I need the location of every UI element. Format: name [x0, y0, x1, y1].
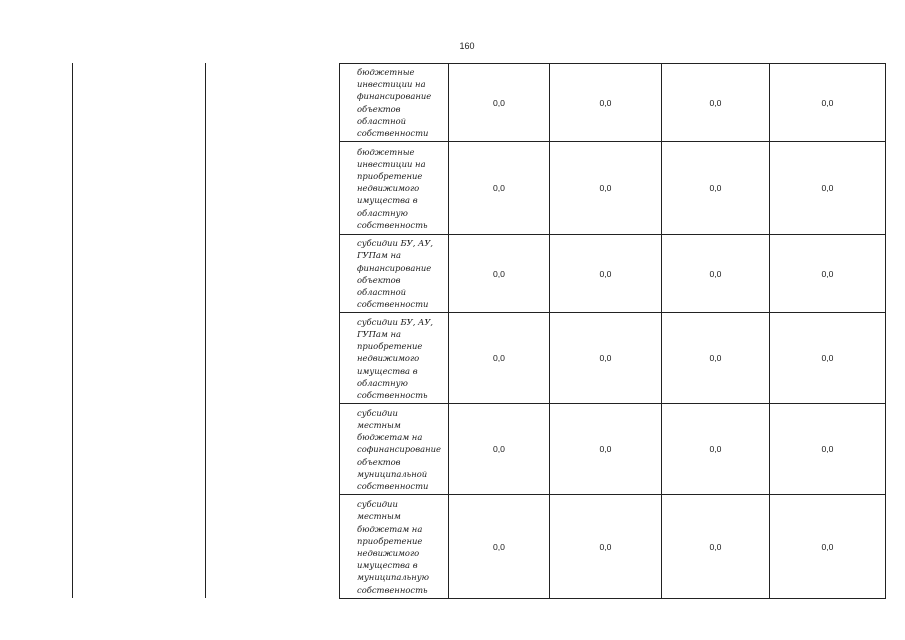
column-divider-middle — [205, 63, 206, 598]
table-row — [340, 313, 886, 404]
row-value: 0,0 — [550, 142, 662, 235]
row-value: 0,0 — [449, 64, 550, 142]
row-value: 0,0 — [449, 142, 550, 235]
table-row — [340, 64, 886, 142]
table-row — [340, 142, 886, 235]
row-value: 0,0 — [550, 64, 662, 142]
page-number: 160 — [459, 41, 475, 51]
row-value: 0,0 — [449, 495, 550, 599]
row-value: 0,0 — [770, 64, 886, 142]
row-value: 0,0 — [770, 313, 886, 404]
row-label: субсидии местным бюджетам на приобретение недвижимого имущества в муниципальную собственность — [340, 495, 449, 599]
table-row — [340, 235, 886, 313]
row-value: 0,0 — [550, 404, 662, 495]
row-label: бюджетные инвестиции на финансирование объектов областной собственности — [340, 64, 449, 142]
row-label: субсидии местным бюджетам на софинансирование объектов муниципальной собственности — [340, 404, 449, 495]
row-value: 0,0 — [770, 142, 886, 235]
row-value: 0,0 — [770, 235, 886, 313]
row-value: 0,0 — [550, 235, 662, 313]
row-value: 0,0 — [662, 313, 770, 404]
row-value: 0,0 — [550, 313, 662, 404]
row-label: субсидии БУ, АУ, ГУПам на приобретение недвижимого имущества в областную собственность — [340, 313, 449, 404]
row-value: 0,0 — [770, 404, 886, 495]
row-value: 0,0 — [449, 404, 550, 495]
row-label: субсидии БУ, АУ, ГУПам на финансирование объектов областной собственности — [340, 235, 449, 313]
budget-table — [339, 63, 886, 599]
row-label: бюджетные инвестиции на приобретение недвижимого имущества в областную собственность — [340, 142, 449, 235]
row-value: 0,0 — [662, 404, 770, 495]
row-value: 0,0 — [662, 64, 770, 142]
column-divider-left — [72, 63, 73, 598]
row-value: 0,0 — [449, 235, 550, 313]
row-value: 0,0 — [550, 495, 662, 599]
table-row — [340, 495, 886, 599]
row-value: 0,0 — [662, 142, 770, 235]
table-row — [340, 404, 886, 495]
row-value: 0,0 — [662, 235, 770, 313]
row-value: 0,0 — [662, 495, 770, 599]
row-value: 0,0 — [449, 313, 550, 404]
row-value: 0,0 — [770, 495, 886, 599]
